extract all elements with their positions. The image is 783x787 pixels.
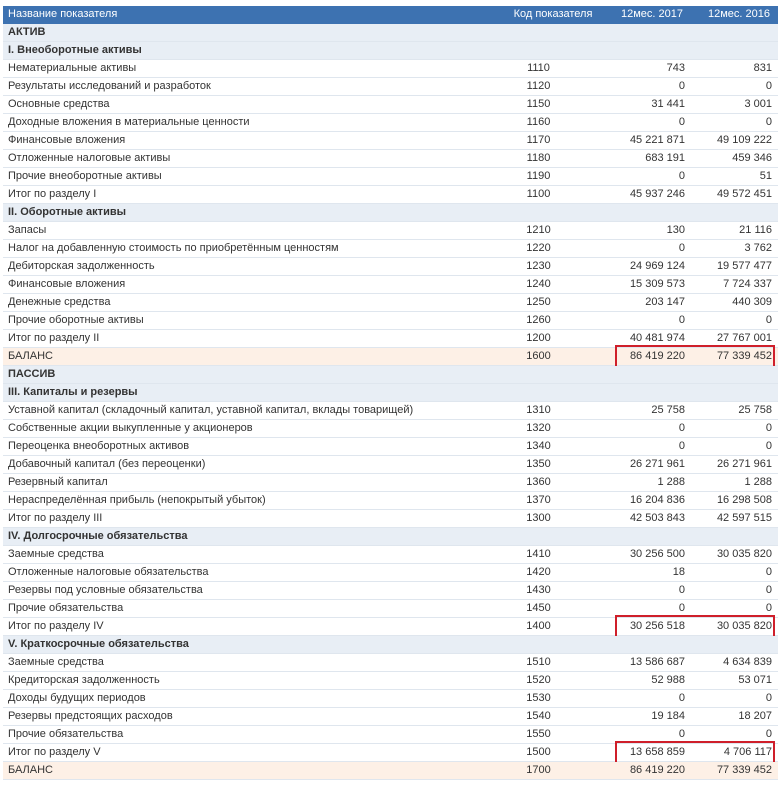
row-value-2017: 1 288 <box>657 476 685 488</box>
row-code: 1260 <box>526 314 551 326</box>
row-name: Кредиторская задолженность <box>8 674 160 686</box>
row-code: 1520 <box>526 674 551 686</box>
row-name: Денежные средства <box>8 296 111 308</box>
row-value-2016: 831 <box>753 62 772 74</box>
table-row <box>3 312 778 330</box>
table-row <box>3 294 778 312</box>
row-code: 1320 <box>526 422 551 434</box>
row-name: Отложенные налоговые обязательства <box>8 566 209 578</box>
row-name: Заемные средства <box>8 656 104 668</box>
table-row <box>3 258 778 276</box>
row-code: 1400 <box>526 620 551 632</box>
table-row <box>3 402 778 420</box>
row-name: Итог по разделу I <box>8 188 97 200</box>
row-code: 1350 <box>526 458 551 470</box>
balance-row <box>3 348 778 366</box>
row-value-2016: 0 <box>765 80 772 92</box>
row-code: 1530 <box>526 692 551 704</box>
section-row <box>3 384 778 402</box>
row-value-2016: 51 <box>759 170 772 182</box>
section-row <box>3 204 778 222</box>
row-name: III. Капиталы и резервы <box>8 386 138 398</box>
row-code: 1420 <box>526 566 551 578</box>
row-name: Прочие внеоборотные активы <box>8 170 162 182</box>
row-name: Нематериальные активы <box>8 62 137 74</box>
row-code: 1700 <box>526 764 551 776</box>
row-value-2016: 0 <box>765 728 772 740</box>
row-name: БАЛАНС <box>8 764 53 776</box>
row-value-2017: 18 <box>672 566 685 578</box>
row-value-2016: 4 634 839 <box>723 656 772 668</box>
table-body <box>3 24 778 780</box>
row-name: Налог на добавленную стоимость по приобретённым ценностям <box>8 242 339 254</box>
row-name: АКТИВ <box>8 26 46 38</box>
table-row <box>3 726 778 744</box>
table-row <box>3 240 778 258</box>
row-value-2017: 0 <box>678 440 685 452</box>
row-name: Переоценка внеоборотных активов <box>8 440 190 452</box>
row-value-2016: 16 298 508 <box>716 494 772 506</box>
row-value-2016: 0 <box>765 116 772 128</box>
row-code: 1210 <box>526 224 551 236</box>
table-row <box>3 150 778 168</box>
row-code: 1150 <box>526 98 551 110</box>
header-name: Название показателя <box>8 8 118 20</box>
table-header <box>3 6 778 24</box>
table-row <box>3 492 778 510</box>
table-row <box>3 456 778 474</box>
row-name: I. Внеоборотные активы <box>8 44 142 56</box>
row-value-2017: 0 <box>678 728 685 740</box>
row-name: Резервный капитал <box>8 476 108 488</box>
row-value-2016: 3 762 <box>744 242 772 254</box>
row-name: Основные средства <box>8 98 110 110</box>
table-row <box>3 276 778 294</box>
row-name: Прочие обязательства <box>8 728 124 740</box>
table-row <box>3 672 778 690</box>
table-row <box>3 600 778 618</box>
row-code: 1310 <box>526 404 551 416</box>
table-row <box>3 420 778 438</box>
row-name: Итог по разделу II <box>8 332 100 344</box>
table-row <box>3 546 778 564</box>
row-value-2017: 86 419 220 <box>629 350 685 362</box>
table-row <box>3 708 778 726</box>
row-value-2016: 19 577 477 <box>716 260 772 272</box>
row-code: 1120 <box>526 80 551 92</box>
table-row <box>3 168 778 186</box>
row-value-2016: 49 109 222 <box>716 134 772 146</box>
row-name: Прочие оборотные активы <box>8 314 144 326</box>
row-name: Собственные акции выкупленные у акционеров <box>8 422 253 434</box>
row-code: 1600 <box>526 350 551 362</box>
row-name: II. Оборотные активы <box>8 206 126 218</box>
row-value-2017: 0 <box>678 242 685 254</box>
section-row <box>3 528 778 546</box>
row-value-2016: 77 339 452 <box>716 764 772 776</box>
row-value-2017: 19 184 <box>651 710 685 722</box>
balance-row <box>3 762 778 780</box>
row-name: Финансовые вложения <box>8 278 126 290</box>
row-value-2017: 45 221 871 <box>629 134 685 146</box>
row-value-2017: 130 <box>666 224 685 236</box>
row-value-2017: 24 969 124 <box>629 260 685 272</box>
table-row <box>3 618 778 636</box>
row-code: 1200 <box>526 332 551 344</box>
row-code: 1540 <box>526 710 551 722</box>
row-code: 1510 <box>526 656 551 668</box>
row-code: 1220 <box>526 242 551 254</box>
row-value-2017: 30 256 518 <box>629 620 685 632</box>
row-name: Заемные средства <box>8 548 104 560</box>
table-row <box>3 330 778 348</box>
row-value-2017: 25 758 <box>651 404 685 416</box>
header-2016: 12мес. 2016 <box>708 8 770 20</box>
table-row <box>3 114 778 132</box>
row-code: 1190 <box>526 170 551 182</box>
row-code: 1500 <box>526 746 551 758</box>
row-value-2017: 30 256 500 <box>629 548 685 560</box>
row-value-2016: 0 <box>765 692 772 704</box>
row-name: ПАССИВ <box>8 368 56 380</box>
row-value-2016: 21 116 <box>739 224 772 236</box>
row-value-2017: 0 <box>678 314 685 326</box>
row-value-2017: 42 503 843 <box>629 512 685 524</box>
balance-sheet-table <box>3 6 778 780</box>
row-name: Итог по разделу IV <box>8 620 104 632</box>
row-value-2016: 30 035 820 <box>716 620 772 632</box>
header-code: Код показателя <box>513 8 593 20</box>
row-value-2016: 4 706 117 <box>723 746 772 758</box>
row-value-2017: 743 <box>666 62 685 74</box>
row-value-2017: 0 <box>678 692 685 704</box>
row-code: 1550 <box>526 728 551 740</box>
row-name: Уставной капитал (складочный капитал, уставной капитал, вклады товарищей) <box>8 404 414 416</box>
row-value-2017: 26 271 961 <box>629 458 685 470</box>
row-code: 1340 <box>526 440 551 452</box>
row-value-2017: 31 441 <box>651 98 685 110</box>
row-value-2017: 0 <box>678 422 685 434</box>
row-value-2017: 0 <box>678 584 685 596</box>
row-value-2016: 0 <box>765 440 772 452</box>
row-value-2017: 0 <box>678 602 685 614</box>
row-code: 1430 <box>526 584 551 596</box>
row-value-2017: 40 481 974 <box>629 332 685 344</box>
row-value-2016: 7 724 337 <box>723 278 772 290</box>
row-code: 1370 <box>526 494 551 506</box>
row-name: Финансовые вложения <box>8 134 126 146</box>
row-name: Итог по разделу V <box>8 746 101 758</box>
row-value-2017: 683 191 <box>645 152 685 164</box>
row-value-2017: 13 658 859 <box>629 746 685 758</box>
row-code: 1410 <box>526 548 551 560</box>
row-code: 1360 <box>526 476 551 488</box>
table-row <box>3 186 778 204</box>
table-row <box>3 438 778 456</box>
row-code: 1240 <box>526 278 551 290</box>
row-value-2016: 30 035 820 <box>716 548 772 560</box>
section-row <box>3 42 778 60</box>
table-row <box>3 78 778 96</box>
row-value-2016: 459 346 <box>732 152 772 164</box>
row-name: Итог по разделу III <box>8 512 103 524</box>
row-value-2017: 203 147 <box>645 296 685 308</box>
table-row <box>3 474 778 492</box>
row-name: Запасы <box>8 224 47 236</box>
row-value-2016: 18 207 <box>738 710 772 722</box>
row-code: 1170 <box>526 134 551 146</box>
row-value-2017: 0 <box>678 80 685 92</box>
row-name: V. Краткосрочные обязательства <box>8 638 189 650</box>
row-value-2016: 0 <box>765 422 772 434</box>
row-name: БАЛАНС <box>8 350 53 362</box>
table-row <box>3 60 778 78</box>
row-name: Результаты исследований и разработок <box>8 80 211 92</box>
row-value-2017: 16 204 836 <box>629 494 685 506</box>
row-value-2016: 0 <box>765 584 772 596</box>
row-value-2017: 52 988 <box>651 674 685 686</box>
row-code: 1160 <box>526 116 551 128</box>
header-2017: 12мес. 2017 <box>621 8 683 20</box>
row-name: Добавочный капитал (без переоценки) <box>8 458 206 470</box>
row-value-2016: 42 597 515 <box>716 512 772 524</box>
row-value-2016: 0 <box>765 602 772 614</box>
row-value-2017: 15 309 573 <box>629 278 685 290</box>
row-value-2016: 1 288 <box>744 476 772 488</box>
table-row <box>3 222 778 240</box>
table-row <box>3 132 778 150</box>
row-value-2016: 26 271 961 <box>716 458 772 470</box>
table-row <box>3 690 778 708</box>
row-code: 1300 <box>526 512 551 524</box>
section-row <box>3 366 778 384</box>
row-code: 1450 <box>526 602 551 614</box>
table-row <box>3 510 778 528</box>
row-code: 1250 <box>526 296 551 308</box>
row-code: 1110 <box>527 62 550 74</box>
section-row <box>3 636 778 654</box>
row-value-2016: 77 339 452 <box>716 350 772 362</box>
row-value-2016: 0 <box>765 314 772 326</box>
row-name: Резервы предстоящих расходов <box>8 710 173 722</box>
row-value-2016: 440 309 <box>732 296 772 308</box>
row-value-2017: 45 937 246 <box>629 188 685 200</box>
section-row <box>3 24 778 42</box>
row-value-2016: 3 001 <box>744 98 772 110</box>
table-row <box>3 744 778 762</box>
row-name: Резервы под условные обязательства <box>8 584 203 596</box>
row-value-2016: 27 767 001 <box>716 332 772 344</box>
row-code: 1180 <box>526 152 551 164</box>
row-value-2016: 53 071 <box>738 674 772 686</box>
row-code: 1230 <box>526 260 551 272</box>
row-name: Прочие обязательства <box>8 602 124 614</box>
row-name: Доходные вложения в материальные ценности <box>8 116 250 128</box>
row-value-2016: 25 758 <box>738 404 772 416</box>
row-name: Дебиторская задолженность <box>8 260 155 272</box>
row-name: IV. Долгосрочные обязательства <box>8 530 188 542</box>
row-code: 1100 <box>526 188 551 200</box>
row-name: Нераспределённая прибыль (непокрытый убыток) <box>8 494 266 506</box>
row-value-2016: 49 572 451 <box>716 188 772 200</box>
table-row <box>3 654 778 672</box>
row-name: Доходы будущих периодов <box>8 692 146 704</box>
row-value-2017: 0 <box>678 170 685 182</box>
row-value-2016: 0 <box>765 566 772 578</box>
row-value-2017: 86 419 220 <box>629 764 685 776</box>
row-value-2017: 0 <box>678 116 685 128</box>
table-row <box>3 582 778 600</box>
row-value-2017: 13 586 687 <box>629 656 685 668</box>
table-row <box>3 96 778 114</box>
row-name: Отложенные налоговые активы <box>8 152 171 164</box>
table-row <box>3 564 778 582</box>
